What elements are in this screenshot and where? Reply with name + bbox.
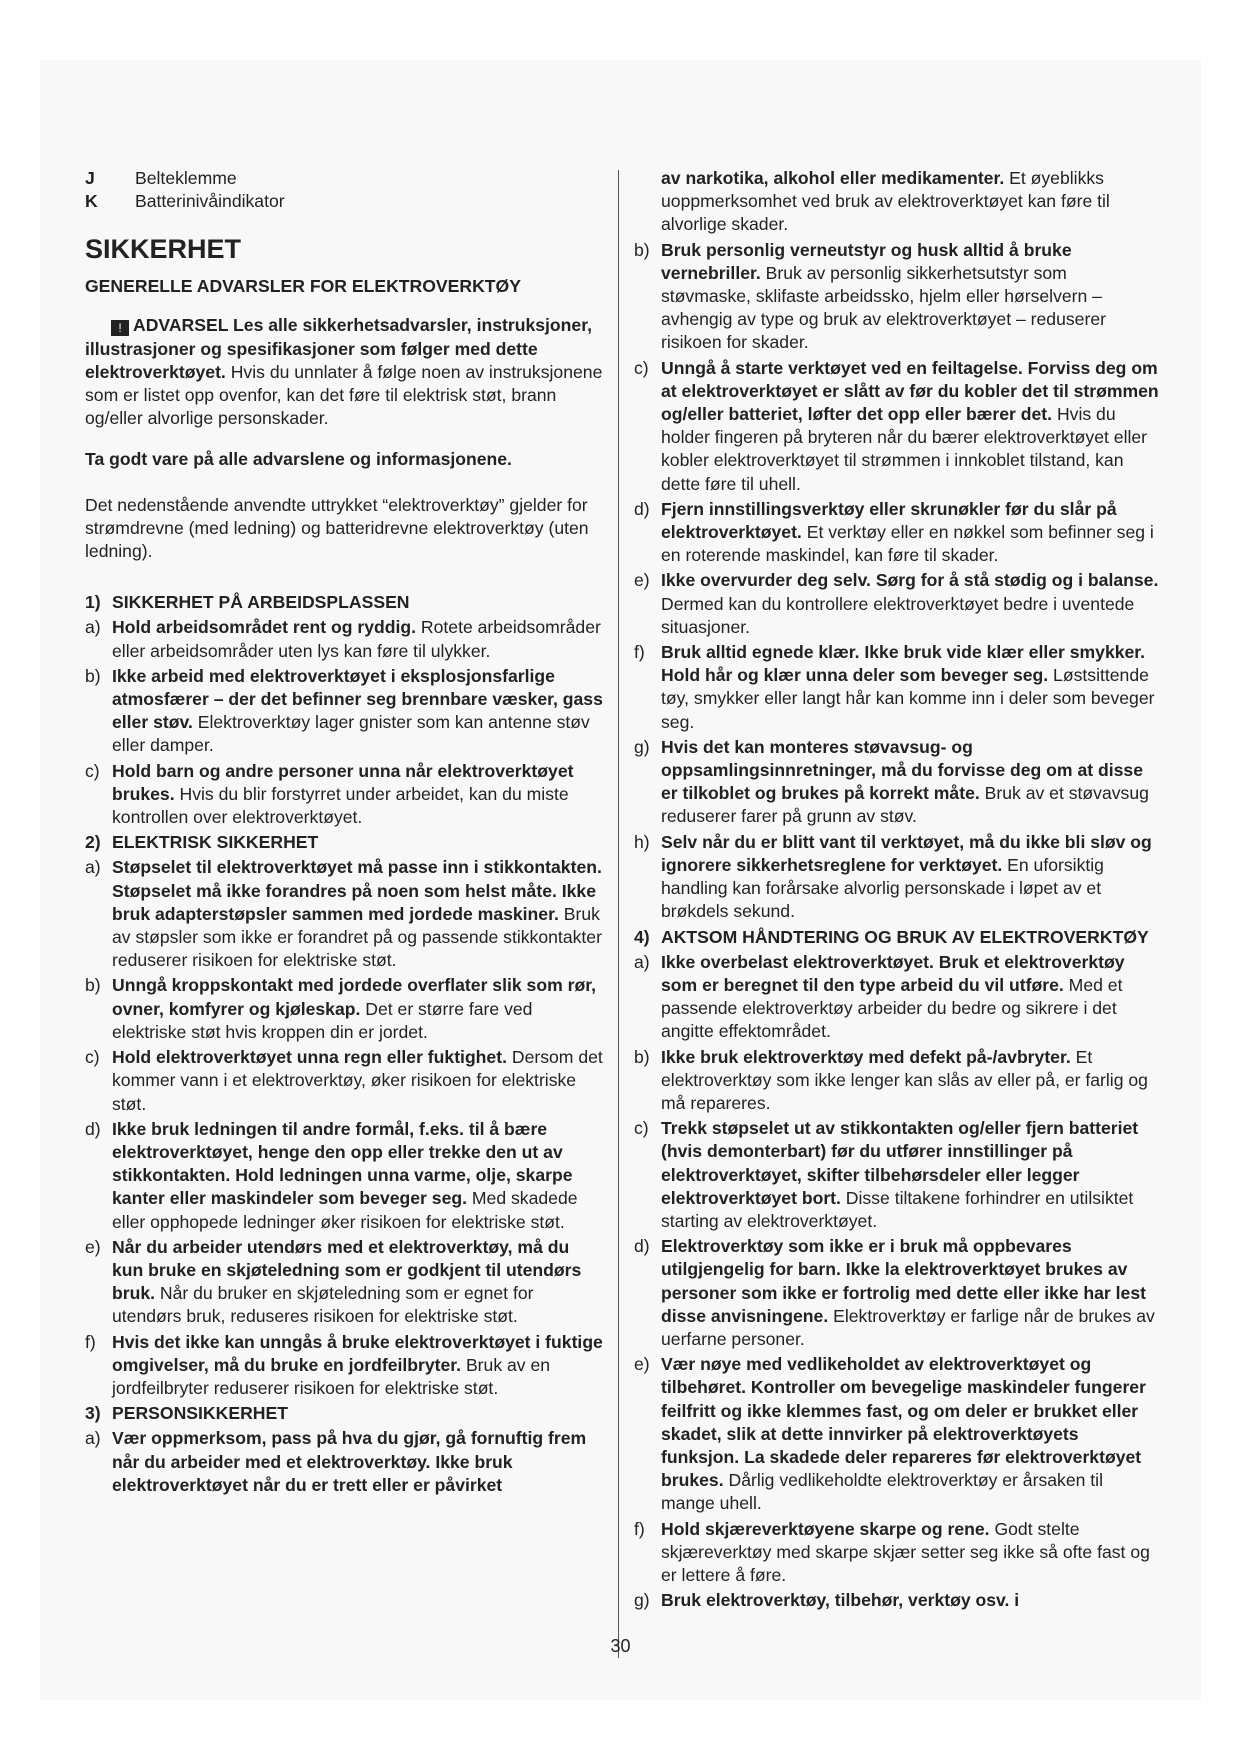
- item-bold: Hvis det ikke kan unngås å bruke elektroverktøyet i fuktige omgivelser, må du bruke en jordfeilbryter.: [112, 1331, 603, 1375]
- list-item: [85, 616, 605, 662]
- item-text: [661, 736, 1160, 829]
- left-sections: [85, 591, 605, 1497]
- list-item: [85, 1331, 605, 1401]
- item-letter: g): [634, 1590, 650, 1611]
- item-letter: h): [634, 831, 650, 852]
- list-item: [85, 974, 605, 1044]
- continued-normal: Et øyeblikks uoppmerksomhet ved bruk av elektroverktøyet kan føre til alvorlige skader.: [661, 168, 1110, 235]
- item-normal: Dersom det kommer vann i et elektroverktøy, øker risikoen for elektriske støt.: [112, 1047, 603, 1114]
- item-bold: Bruk personlig verneutstyr og husk alltid å bruke vernebriller.: [661, 239, 1072, 283]
- item-letter: f): [634, 642, 645, 663]
- list-item: [634, 357, 1160, 496]
- section-title-text: ELEKTRISK SIKKERHET: [112, 832, 319, 853]
- item-text: [112, 1236, 605, 1329]
- item-letter: b): [85, 975, 101, 996]
- item-text: [661, 239, 1160, 355]
- list-item: [85, 1046, 605, 1116]
- item-bold: Hold skjæreverktøyene skarpe og rene.: [661, 1518, 990, 1539]
- item-normal: En uforsiktig handling kan forårsake alvorlig personskade i løpet av et brøkdels sekund.: [661, 854, 1104, 922]
- left-column: [85, 167, 605, 1497]
- item-text: [661, 1518, 1160, 1588]
- list-item: [634, 951, 1160, 1044]
- section-title: [85, 591, 605, 614]
- item-bold: Ikke bruk ledningen til andre formål, f.eks. til å bære elektroverktøyet, henge den opp eller trekke den ut av stikkontakten. Hold ledningen unna varme, olje, skarpe kanter eller maskindeler som beveger seg.: [112, 1118, 573, 1209]
- list-item: [85, 1236, 605, 1329]
- item-normal: Løstsittende tøy, smykker eller langt hår kan komme inn i deler som beveger seg.: [661, 665, 1155, 732]
- item-bold: Vær oppmerksom, pass på hva du gjør, gå fornuftig frem når du arbeider med et elektroverktøy. Ikke bruk elektroverktøyet når du er trett eller er påvirket: [112, 1428, 587, 1495]
- section-number: 2): [85, 832, 101, 853]
- item-letter: d): [634, 1236, 650, 1257]
- section-title-text: AKTSOM HÅNDTERING OG BRUK AV ELEKTROVERKTØY: [661, 926, 1149, 947]
- item-text: [112, 1427, 605, 1497]
- item-bold: Vær nøye med vedlikeholdet av elektroverktøyet og tilbehøret. Kontroller om bevegelige maskindeler fungerer feilfritt og ikke klemmes fast, og om deler er brukket eller skadet, slik at dette innvirker på elektroverktøyets funksjon. La skadede deler repareres før elektroverktøyet brukes.: [661, 1354, 1146, 1491]
- item-text: [112, 1046, 605, 1116]
- item-bold: Støpselet til elektroverktøyet må passe inn i stikkontakten. Støpselet må ikke forandres på noen som helst måte. Ikke bruk adapterstøpsler sammen med jordede maskiner.: [112, 857, 602, 924]
- list-item: [85, 760, 605, 830]
- item-text: [112, 974, 605, 1044]
- section-number: 1): [85, 592, 101, 613]
- item-text: [112, 616, 605, 662]
- item-text: [112, 760, 605, 830]
- item-normal: Elektroverktøy lager gnister som kan antenne støv eller damper.: [112, 712, 590, 756]
- item-letter: c): [634, 1118, 649, 1139]
- part-label: Batterinivåindikator: [135, 191, 285, 212]
- list-item: [634, 1353, 1160, 1515]
- item-normal: Rotete arbeidsområder eller arbeidsområder uten lys kan føre til ulykker.: [112, 617, 601, 661]
- list-item: [634, 239, 1160, 355]
- item-letter: f): [85, 1331, 96, 1352]
- item-letter: b): [634, 239, 650, 260]
- item-bold: Unngå kroppskontakt med jordede overflater slik som rør, ovner, komfyrer og kjøleskap.: [112, 975, 596, 1019]
- item-letter: g): [634, 736, 650, 757]
- item-text: [661, 498, 1160, 568]
- part-key: K: [85, 191, 98, 212]
- item-normal: Med et passende elektroverktøy arbeider du bedre og sikrere i det angitte effektområdet.: [661, 974, 1123, 1042]
- part-row: [85, 190, 605, 213]
- section-title: [85, 831, 605, 854]
- item-text: [661, 569, 1160, 639]
- item-letter: c): [634, 357, 649, 378]
- continued-bold: av narkotika, alkohol eller medikamenter.: [661, 168, 1005, 188]
- list-item: [85, 1118, 605, 1234]
- item-text: [661, 357, 1160, 496]
- section-title: [634, 926, 1160, 949]
- item-bold: Hold elektroverktøyet unna regn eller fuktighet.: [112, 1047, 507, 1068]
- page-number: 30: [610, 1636, 631, 1656]
- right-section-4: [634, 926, 1160, 1613]
- list-item: [85, 856, 605, 972]
- item-bold: Bruk elektroverktøy, tilbehør, verktøy osv. i: [661, 1590, 1020, 1611]
- list-item: [85, 665, 605, 758]
- item-normal: Et elektroverktøy som ikke lenger kan slås av eller på, er farlig og må repareres.: [661, 1046, 1148, 1113]
- item-letter: d): [634, 498, 650, 519]
- item-bold: Hvis det kan monteres støvavsug- og oppsamlingsinnretninger, må du forvisse deg om at disse er tilkoblet og brukes på korrekt måte.: [661, 736, 1143, 804]
- item-bold: Trekk støpselet ut av stikkontakten og/eller fjern batteriet (hvis demonterbart) før du utfører innstillinger på elektroverktøyet, skifter tilbehørsdeler eller legger elektroverktøyet bort.: [661, 1118, 1139, 1208]
- section-title-text: PERSONSIKKERHET: [112, 1403, 288, 1424]
- item-letter: a): [85, 857, 101, 878]
- item-letter: c): [85, 760, 100, 781]
- list-item: [634, 498, 1160, 568]
- list-item: [634, 641, 1160, 734]
- list-item: [634, 1518, 1160, 1588]
- item-normal: Når du bruker en skjøteledning som er egnet for utendørs bruk, reduseres risikoen for elektriske støt.: [112, 1283, 534, 1327]
- right-items: [634, 239, 1160, 924]
- list-item: [634, 1117, 1160, 1233]
- item-bold: Hold barn og andre personer unna når elektroverktøyet brukes.: [112, 760, 574, 804]
- item-normal: Med skadede eller opphopede ledninger øker risikoen for elektriske støt.: [112, 1188, 578, 1232]
- item-letter: e): [634, 570, 650, 591]
- item-bold: Ikke arbeid med elektroverktøyet i eksplosjonsfarlige atmosfærer – der det befinner seg brennbare væsker, gass eller støv.: [112, 665, 603, 733]
- parts-list: [85, 167, 605, 213]
- list-item: [634, 1046, 1160, 1116]
- item-bold: Bruk alltid egnede klær. Ikke bruk vide klær eller smykker. Hold hår og klær unna deler som beveger seg.: [661, 642, 1146, 686]
- item-text: [661, 831, 1160, 924]
- part-label: Belteklemme: [135, 168, 237, 188]
- list-item: [634, 1235, 1160, 1351]
- item-letter: a): [85, 617, 101, 638]
- item-letter: c): [85, 1047, 100, 1068]
- item-letter: b): [85, 665, 101, 686]
- warning-text: Hvis du unnlater å følge noen av instruksjonene som er listet opp ovenfor, kan det føre til elektrisk støt, brann og/eller alvorlige personskader.: [85, 361, 603, 429]
- part-row: [85, 167, 605, 190]
- item-normal: Bruk av personlig sikkerhetsutstyr som støvmaske, sklifaste arbeidssko, hjelm eller hørselvern – avhengig av type og bruk av elektroverktøyet – reduserer risikoen for skader.: [661, 262, 1106, 353]
- item-text: [112, 1331, 605, 1401]
- continued-text: [634, 167, 1160, 237]
- warning-paragraph: [85, 314, 605, 430]
- item-text: [112, 1118, 605, 1234]
- warning-bold: ADVARSEL Les alle sikkerhetsadvarsler, instruksjoner, illustrasjoner og spesifikasjoner som følger med dette elektroverktøyet.: [85, 315, 592, 382]
- section-number: 4): [634, 926, 650, 947]
- item-letter: f): [634, 1518, 645, 1539]
- item-bold: Ikke overbelast elektroverktøyet. Bruk et elektroverktøy som er beregnet til den type arbeid du vil utføre.: [661, 951, 1125, 995]
- item-normal: Det er større fare ved elektriske støt hvis kroppen din er jordet.: [112, 998, 533, 1042]
- list-item: [634, 569, 1160, 639]
- column-divider: [618, 170, 619, 1658]
- item-normal: Et verktøy eller en nøkkel som befinner seg i en roterende maskindel, kan føre til skader.: [661, 522, 1154, 566]
- warning-icon: !: [111, 320, 129, 336]
- item-letter: a): [85, 1428, 101, 1449]
- item-letter: e): [634, 1354, 650, 1375]
- list-item: [85, 1427, 605, 1497]
- part-key: J: [85, 168, 95, 188]
- item-text: [661, 1589, 1160, 1612]
- item-text: [661, 1235, 1160, 1351]
- item-bold: Hold arbeidsområdet rent og ryddig.: [112, 617, 417, 638]
- item-text: [661, 1046, 1160, 1116]
- section-title: [85, 1402, 605, 1425]
- item-normal: Elektroverktøy er farlige når de brukes av uerfarne personer.: [661, 1305, 1155, 1349]
- item-normal: Bruk av støpsler som ikke er forandret på og passende stikkontakter reduserer risikoen for elektriske støt.: [112, 903, 602, 971]
- item-letter: b): [634, 1046, 650, 1067]
- item-text: [112, 665, 605, 758]
- list-item: [634, 1589, 1160, 1612]
- item-normal: Dermed kan du kontrollere elektroverktøyet bedre i uventede situasjoner.: [661, 593, 1135, 637]
- item-normal: Bruk av et støvavsug reduserer farer på grunn av støv.: [661, 783, 1149, 827]
- item-bold: Fjern innstillingsverktøy eller skrunøkler før du slår på elektroverktøyet.: [661, 498, 1117, 543]
- item-normal: Dårlig vedlikeholdte elektroverktøy er årsaken til mange uhell.: [661, 1470, 1103, 1514]
- item-letter: d): [85, 1118, 101, 1139]
- list-item: [634, 831, 1160, 924]
- item-text: [661, 641, 1160, 734]
- item-letter: a): [634, 951, 650, 972]
- item-normal: Disse tiltakene forhindrer en utilsiktet starting av elektroverktøyet.: [661, 1187, 1134, 1231]
- intro-text: Det nedenstående anvendte uttrykket “elektroverktøy” gjelder for strømdrevne (med ledning) og batteridrevne elektroverktøy (uten ledning).: [85, 494, 589, 562]
- item-bold: Selv når du er blitt vant til verktøyet, må du ikke bli sløv og ignorere sikkerhetsreglene for verktøyet.: [661, 831, 1152, 875]
- item-bold: Ikke overvurder deg selv. Sørg for å stå stødig og i balanse.: [661, 570, 1159, 591]
- section-number: 3): [85, 1403, 101, 1424]
- section-title-text: SIKKERHET PÅ ARBEIDSPLASSEN: [112, 592, 410, 613]
- list-item: [634, 736, 1160, 829]
- item-text: [661, 1353, 1160, 1515]
- item-bold: Når du arbeider utendørs med et elektroverktøy, må du kun bruke en skjøteledning som er godkjent til utendørs bruk.: [112, 1236, 582, 1304]
- item-letter: e): [85, 1236, 101, 1257]
- item-normal: Hvis du holder fingeren på bryteren når du bærer elektroverktøyet eller kobler elektroverktøyet til strømmen i innkoblet tilstand, kan dette føre til uhell.: [661, 404, 1148, 494]
- item-normal: Bruk av en jordfeilbryter reduserer risikoen for elektriske støt.: [112, 1354, 551, 1398]
- subheading: GENERELLE ADVARSLER FOR ELEKTROVERKTØY: [85, 276, 521, 297]
- keep-note: Ta godt vare på alle advarslene og informasjonene.: [85, 449, 512, 470]
- item-normal: Hvis du blir forstyrret under arbeidet, kan du miste kontrollen over elektroverktøyet.: [112, 783, 569, 828]
- right-column: [634, 167, 1160, 1612]
- item-text: [661, 1117, 1160, 1233]
- item-bold: Unngå å starte verktøyet ved en feiltagelse. Forviss deg om at elektroverktøyet er slått av før du kobler det til strømmen og/eller batteriet, løfter det opp eller bærer det.: [661, 357, 1159, 425]
- item-text: [112, 856, 605, 972]
- section-heading: SIKKERHET: [85, 234, 242, 265]
- item-bold: Ikke bruk elektroverktøy med defekt på-/avbryter.: [661, 1046, 1071, 1067]
- item-text: [661, 951, 1160, 1044]
- item-normal: Godt stelte skjæreverktøy med skarpe skjær setter seg ikke så ofte fast og er lettere å føre.: [661, 1518, 1150, 1585]
- item-bold: Elektroverktøy som ikke er i bruk må oppbevares utilgjengelig for barn. Ikke la elektroverktøyet brukes av personer som ikke er fortrolig med dette eller ikke har lest disse anvisningene.: [661, 1236, 1146, 1326]
